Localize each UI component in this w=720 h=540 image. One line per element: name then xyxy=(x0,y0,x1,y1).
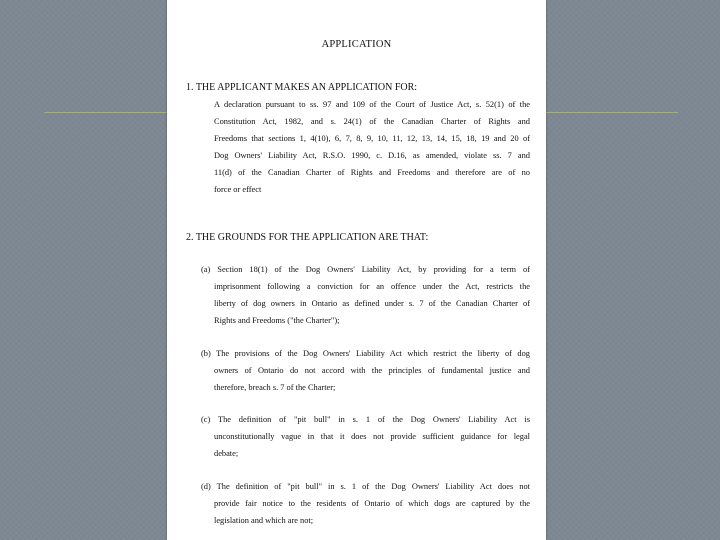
ground-b-line: therefore, breach s. 7 of the Charter; xyxy=(214,383,336,392)
ground-c-line: (c) The definition of "pit bull" in s. 1 of the Dog Owners' Liability Act is xyxy=(201,415,530,424)
section-1-line: A declaration pursuant to ss. 97 and 109 of the Court of Justice Act, s. 52(1) of the xyxy=(214,100,530,109)
ground-d-line: legislation and which are not; xyxy=(214,516,314,525)
document-title: APPLICATION xyxy=(321,39,392,50)
ground-a-line: liberty of dog owners in Ontario as defined under s. 7 of the Canadian Charter of xyxy=(214,299,530,308)
section-1-line: force or effect xyxy=(214,185,262,194)
section-1-line: Dog Owners' Liability Act, R.S.O. 1990, c. D.16, as amended, violate ss. 7 and xyxy=(214,151,530,160)
section-1-line: Freedoms that sections 1, 4(10), 6, 7, 8, 9, 10, 11, 12, 13, 14, 15, 18, 19 and 20 of xyxy=(214,134,530,143)
section-1-line: 11(d) of the Canadian Charter of Rights and Freedoms and therefore are of no xyxy=(214,168,530,177)
ground-c-line: unconstitutionally vague in that it does not provide sufficient guidance for legal xyxy=(214,432,530,441)
section-1-heading: 1. THE APPLICANT MAKES AN APPLICATION FOR: xyxy=(186,82,418,93)
ground-b-line: (b) The provisions of the Dog Owners' Liability Act which restrict the liberty of dog xyxy=(201,349,530,358)
section-1-line: Constitution Act, 1982, and s. 24(1) of the Canadian Charter of Rights and xyxy=(214,117,530,126)
ground-a-line: Rights and Freedoms ("the Charter"); xyxy=(214,316,340,325)
ground-c-line: debate; xyxy=(214,449,239,458)
ground-d-line: (d) The definition of "pit bull" in s. 1 of the Dog Owners' Liability Act does not xyxy=(201,482,530,491)
ground-a-line: (a) Section 18(1) of the Dog Owners' Liability Act, by providing for a term of xyxy=(201,265,530,274)
ground-d-line: provide fair notice to the residents of Ontario of which dogs are captured by the xyxy=(214,499,530,508)
document-page xyxy=(167,0,546,540)
ground-a-line: imprisonment following a conviction for an offence under the Act, restricts the xyxy=(214,282,530,291)
ground-b-line: owners of Ontario do not accord with the principles of fundamental justice and xyxy=(214,366,530,375)
section-2-heading: 2. THE GROUNDS FOR THE APPLICATION ARE THAT: xyxy=(186,232,429,243)
